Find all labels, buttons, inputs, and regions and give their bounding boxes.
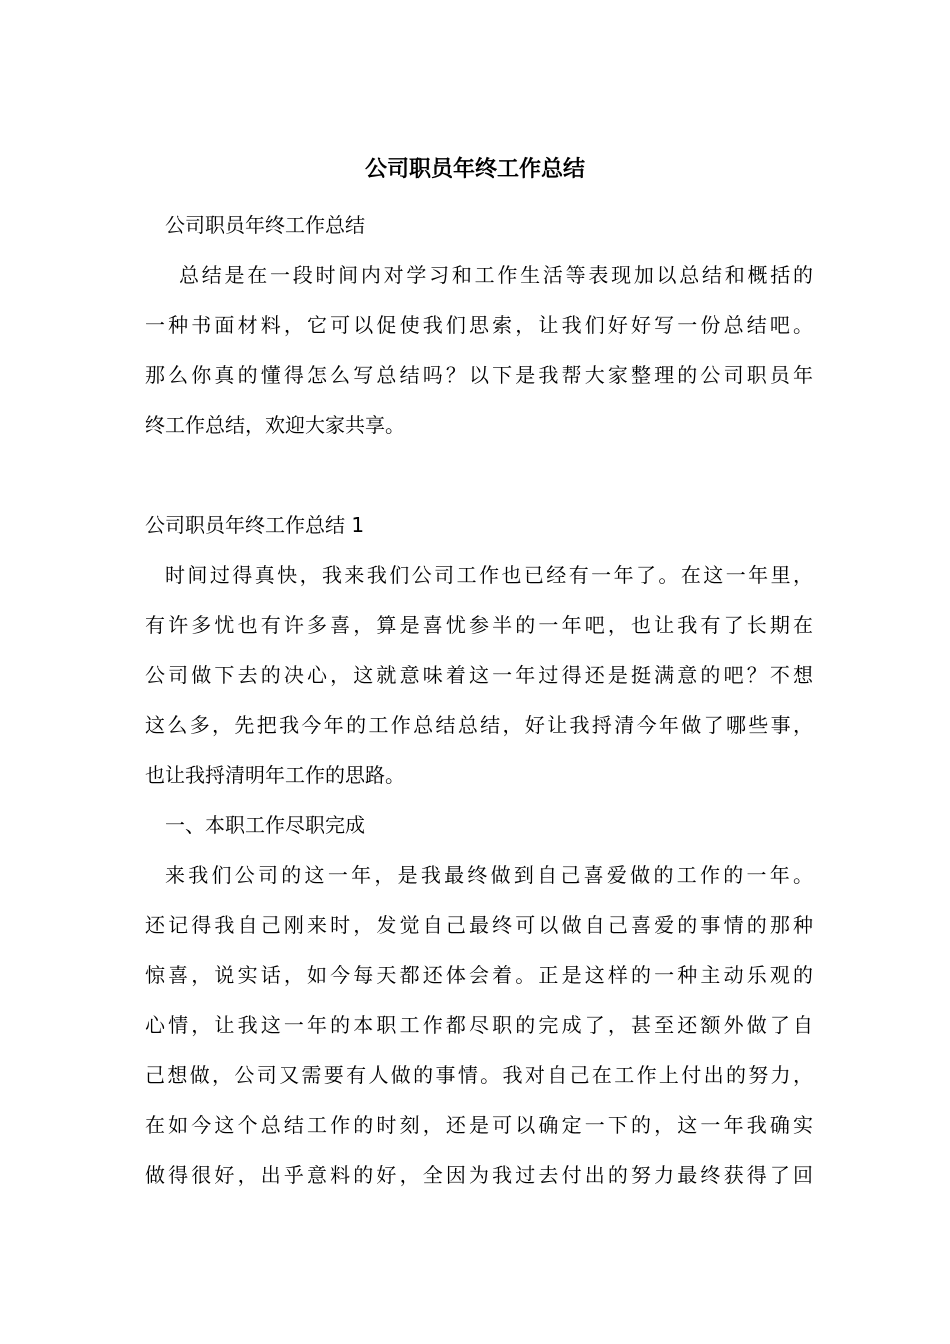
paragraph-line: 在如今这个总结工作的时刻，还是可以确定一下的，这一年我确实 [145,1113,813,1137]
document-title: 公司职员年终工作总结 [364,157,585,182]
subsection-heading: 一、本职工作尽职完成 [165,813,365,837]
blank-line [145,454,813,504]
subtitle-line: 公司职员年终工作总结 [165,213,365,237]
section-heading: 公司职员年终工作总结 1 [145,513,365,537]
paragraph-line: 一种书面材料，它可以促使我们思索，让我们好好写一份总结吧。 [145,313,813,337]
paragraph-line: 心情，让我这一年的本职工作都尽职的完成了，甚至还额外做了自 [145,1013,813,1037]
paragraph-line: 总结是在一段时间内对学习和工作生活等表现加以总结和概括的 [179,263,813,287]
paragraph-line: 公司做下去的决心，这就意味着这一年过得还是挺满意的吧？不想 [145,663,813,687]
paragraph-line: 终工作总结，欢迎大家共享。 [145,413,405,437]
paragraph-line: 也让我捋清明年工作的思路。 [145,763,405,787]
paragraph-line: 做得很好，出乎意料的好，全因为我过去付出的努力最终获得了回 [145,1163,813,1187]
paragraph-line: 有许多忧也有许多喜，算是喜忧参半的一年吧，也让我有了长期在 [145,613,813,637]
document-body [145,204,813,1204]
paragraph-line: 这么多，先把我今年的工作总结总结，好让我捋清今年做了哪些事， [145,713,813,737]
paragraph-line: 己想做，公司又需要有人做的事情。我对自己在工作上付出的努力， [145,1063,813,1087]
paragraph-line: 惊喜，说实话，如今每天都还体会着。正是这样的一种主动乐观的 [145,963,813,987]
paragraph-line: 那么你真的懂得怎么写总结吗？以下是我帮大家整理的公司职员年 [145,363,813,387]
paragraph-line: 来我们公司的这一年，是我最终做到自己喜爱做的工作的一年。 [165,863,813,887]
paragraph-line: 时间过得真快，我来我们公司工作也已经有一年了。在这一年里， [165,563,813,587]
paragraph-line: 还记得我自己刚来时，发觉自己最终可以做自己喜爱的事情的那种 [145,913,813,937]
